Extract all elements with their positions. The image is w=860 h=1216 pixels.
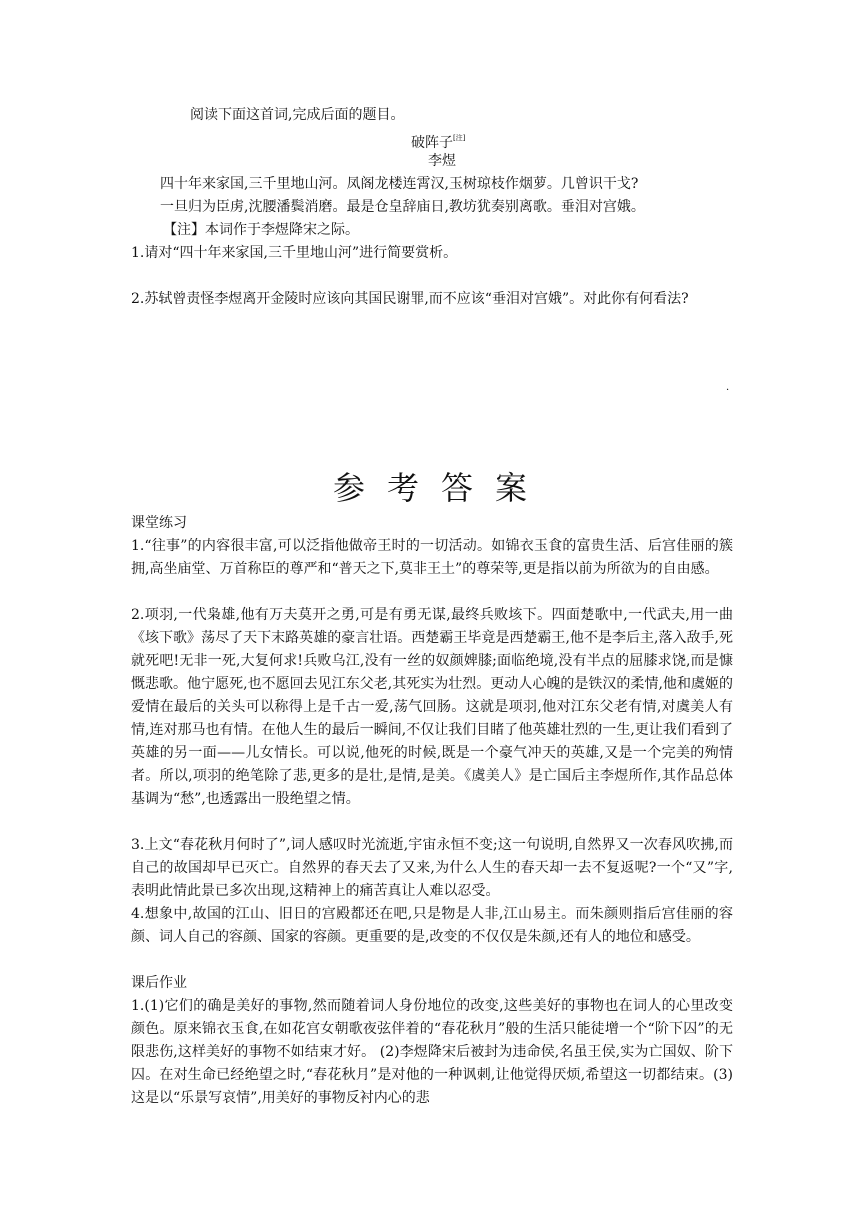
section-class-practice: 课堂练习: [131, 515, 187, 531]
answer-4: 4.想象中,故国的江山、旧日的宫殿都还在吧,只是物是人非,江山易主。而朱颜则指后宫佳丽的容颜、词人自己的容颜、国家的容颜。更重要的是,改变的不仅仅是朱颜,还有人的地位和感受。: [131, 906, 733, 945]
answer-2: 2.项羽,一代枭雄,他有万夫莫开之勇,可是有勇无谋,最终兵败垓下。四面楚歌中,一代武夫,用一曲《垓下歌》荡尽了天下末路英雄的豪言壮语。西楚霸王毕竟是西楚霸王,他不是李后主,落入敌手,死就死吧!无非一死,大复何求!兵败乌江,没有一丝的奴颜婢膝;面临绝境,没有半点的屈膝求饶,而是慷慨悲歌。他宁愿死,也不愿回去见江东父老,其死实为壮烈。更动人心魄的是铁汉的柔情,他和虞姬的爱情在最后的关头可以称得上是千古一爱,荡气回肠。这就是项羽,他对江东父老有情,对虞美人有情,连对那马也有情。在他人生的最后一瞬间,不仅让我们目睹了他英雄壮烈的一生,更让我们看到了英雄的另一面——儿女情长。可以说,他死的时候,既是一个豪气冲天的英雄,又是一个完美的殉情者。所以,项羽的绝笔除了悲,更多的是壮,是情,是美。《虞美人》是亡国后主李煜所作,其作品总体基调为“愁”,也透露出一股绝望之情。: [131, 607, 733, 807]
section-homework: 课后作业: [131, 975, 187, 991]
poem-note: 【注】本词作于李煜降宋之际。: [163, 222, 359, 238]
page-dot: ·: [726, 385, 730, 396]
reading-instruction: 阅读下面这首词,完成后面的题目。: [190, 107, 405, 123]
answer-1: 1.“往事”的内容很丰富,可以泛指他做帝王时的一切活动。如锦衣玉食的富贵生活、后宫佳丽的簇拥,高坐庙堂、万首称臣的尊严和“普天之下,莫非王土”的尊荣等,更是指以前为所欲为的自由感。: [131, 538, 733, 577]
answer-3: 3.上文“春花秋月何时了”,词人感叹时光流逝,宇宙永恒不变;这一句说明,自然界又一次春风吹拂,而自己的故国却早已灭亡。自然界的春天去了又来,为什么人生的春天却一去不复返呢?一个“又”字,表明此情此景已多次出现,这精神上的痛苦真让人难以忍受。: [131, 837, 733, 899]
homework-answer-1: 1.(1)它们的确是美好的事物,然而随着词人身份地位的改变,这些美好的事物也在词人的心里改变颜色。原来锦衣玉食,在如花宫女朝歌夜弦伴着的“春花秋月”般的生活只能徒增一个“阶下囚”的无限悲伤,这样美好的事物不如结束才好。 (2)李煜降宋后被封为违命侯,名虽王侯,实为亡国奴、阶下囚。在对生命已经绝望之时,“春花秋月”是对他的一种讽刺,让他觉得厌烦,希望这一切都结束。(3)这是以“乐景写哀情”,用美好的事物反衬内心的悲: [131, 998, 733, 1106]
question-1: 1.请对“四十年来家国,三千里地山河”进行简要赏析。: [131, 245, 458, 261]
poem-title-text: 破阵子: [411, 135, 453, 151]
poem-line-2: 一旦归为臣虏,沈腰潘鬓消磨。最是仓皇辞庙日,教坊犹奏别离歌。垂泪对宫娥。: [160, 199, 645, 215]
answers-title: 参考答案: [332, 469, 549, 507]
poem-line-1: 四十年来家国,三千里地山河。凤阁龙楼连霄汉,玉树琼枝作烟萝。几曾识干戈?: [160, 176, 639, 192]
note-marker: [注]: [453, 134, 466, 142]
poem-author: 李煜: [428, 153, 456, 169]
question-2: 2.苏轼曾责怪李煜离开金陵时应该向其国民谢罪,而不应该“垂泪对宫娥”。对此你有何看法?: [131, 291, 689, 307]
